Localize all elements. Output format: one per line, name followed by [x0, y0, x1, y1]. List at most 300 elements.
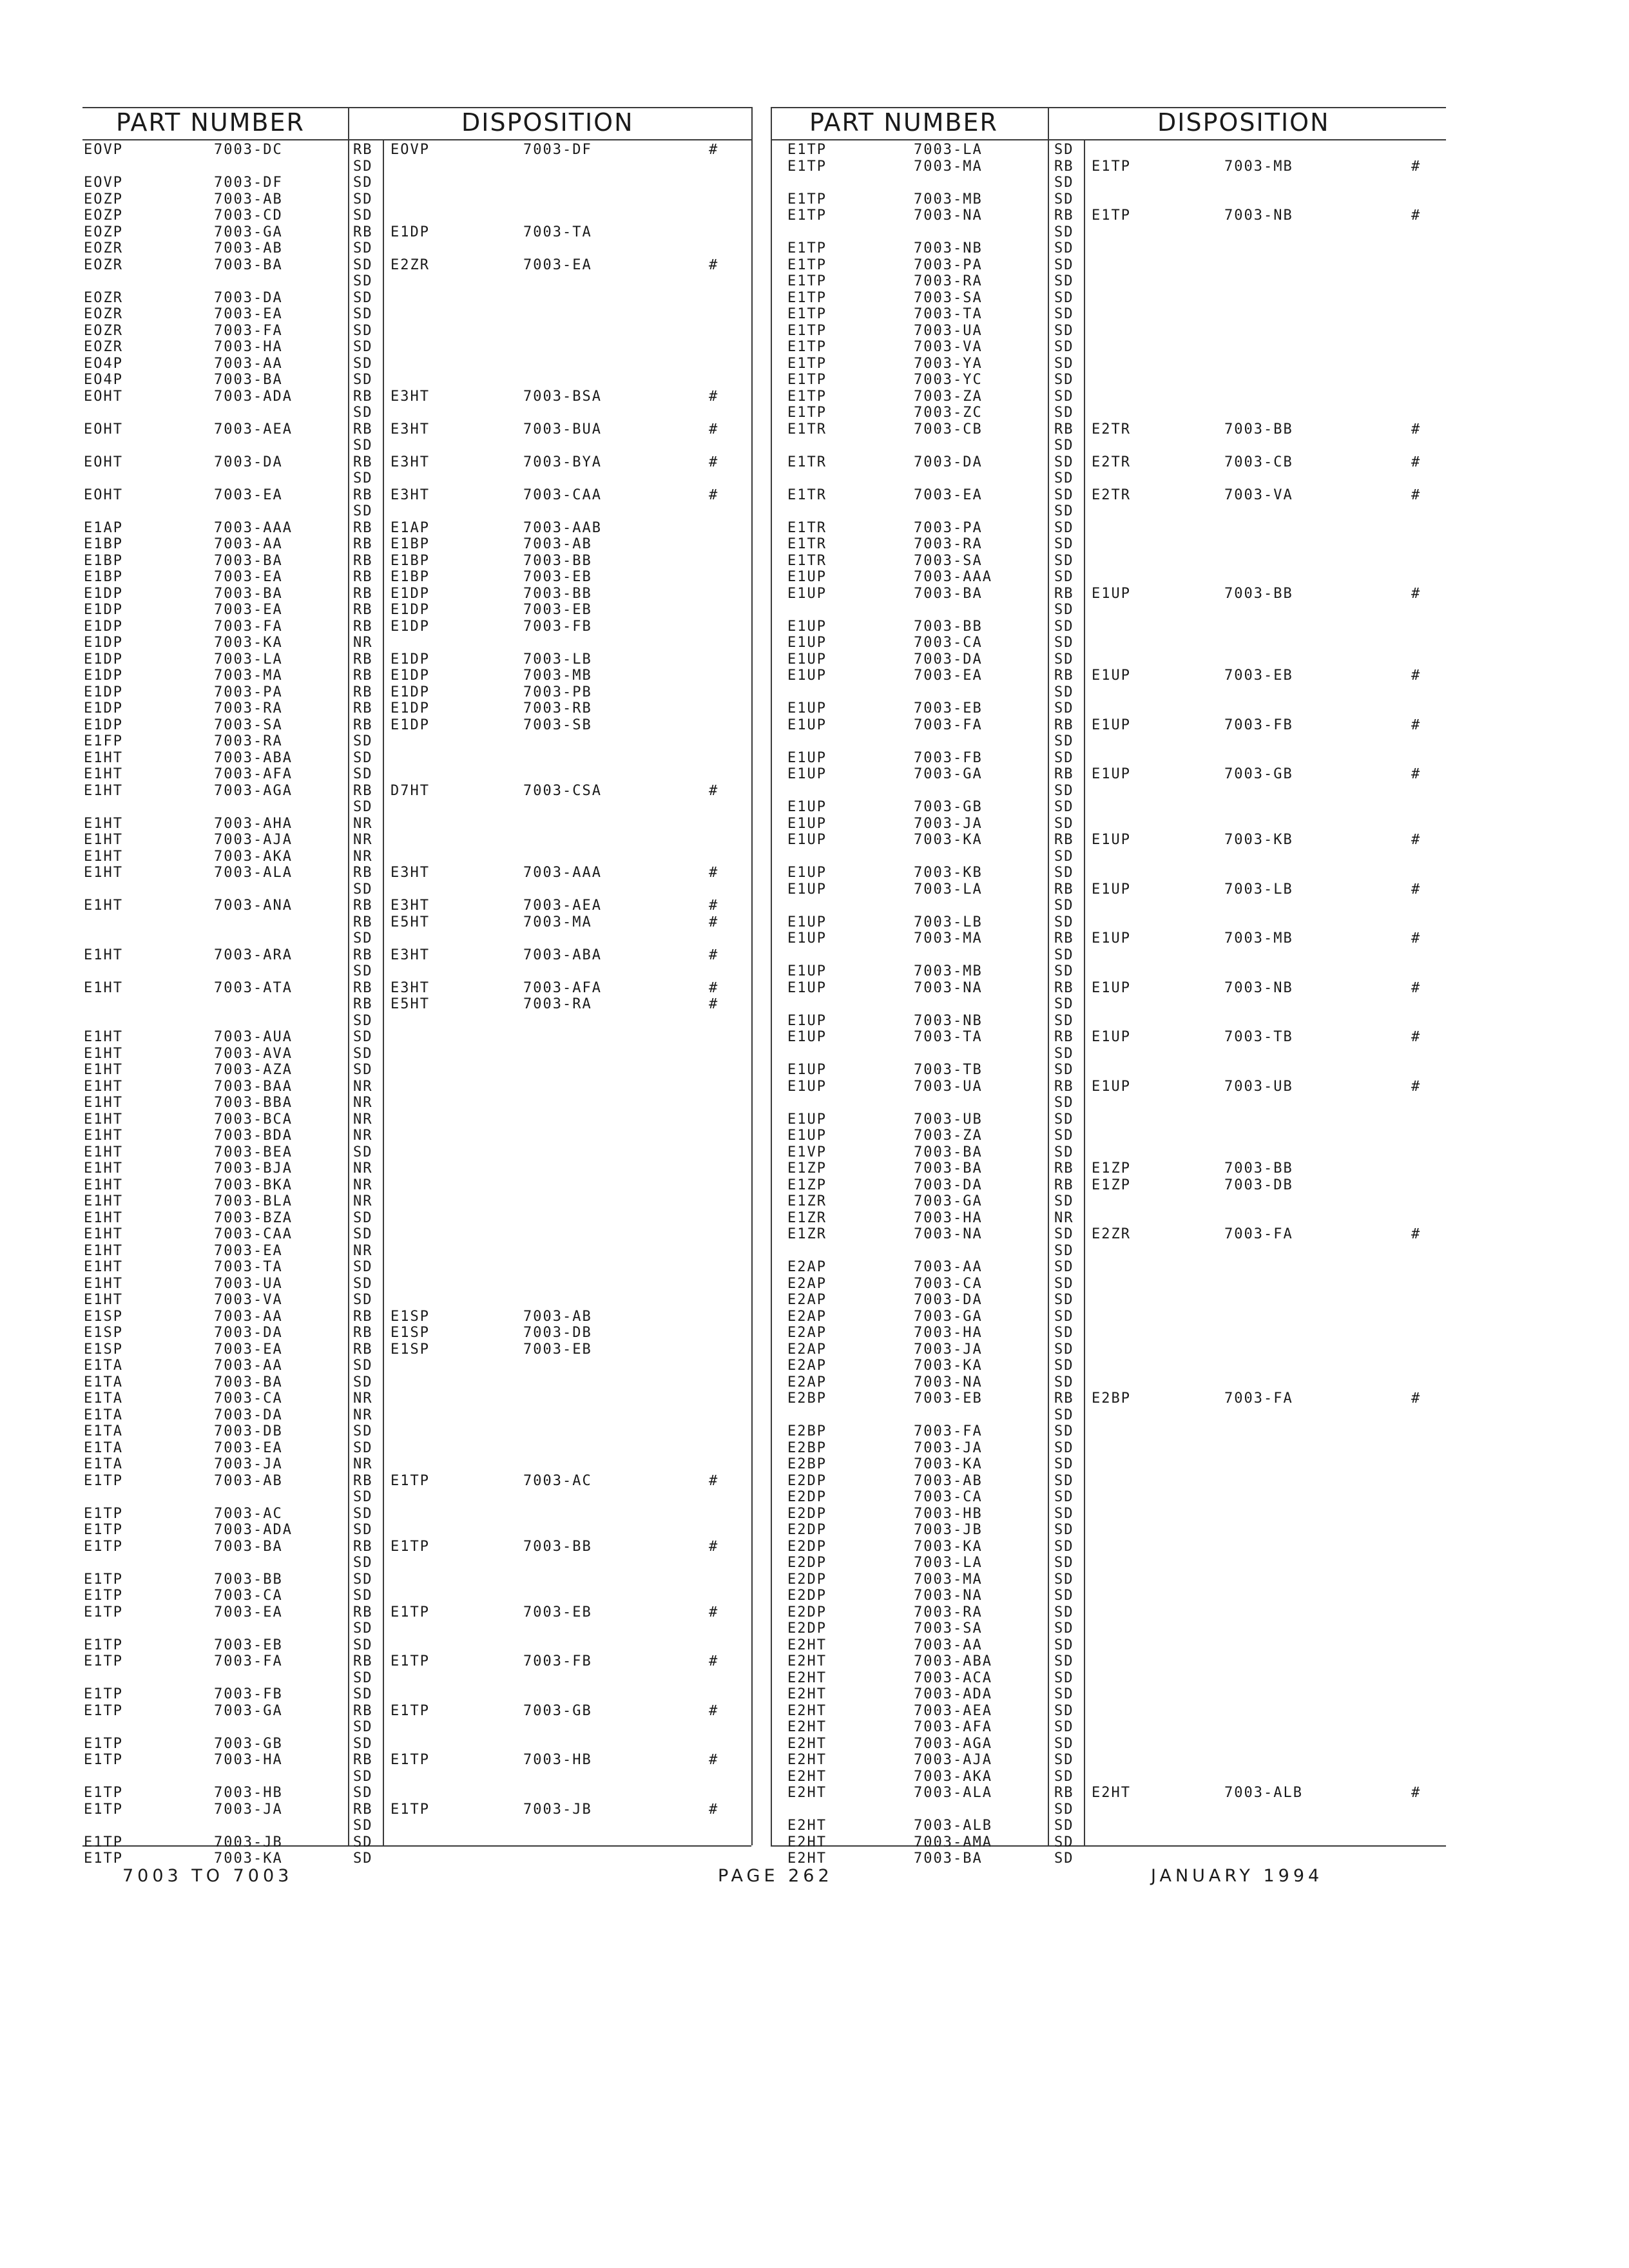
part-number: 7003-BA: [214, 372, 283, 388]
part-prefix: E2HT: [787, 1686, 827, 1702]
disposition-code: NR: [353, 1111, 373, 1128]
replacement-prefix: E1DP: [390, 716, 430, 733]
part-number: 7003-GA: [914, 1193, 983, 1209]
part-prefix: E1SP: [84, 1308, 123, 1325]
table-row: [0, 1062, 1629, 1078]
disposition-code: SD: [1054, 322, 1074, 339]
part-number: 7003-FA: [914, 716, 983, 733]
replacement-prefix: EOVP: [390, 142, 430, 158]
part-prefix: E1UP: [787, 914, 827, 930]
disposition-code: SD: [353, 470, 373, 486]
disposition-code: SD: [1054, 1801, 1074, 1818]
table-row: [0, 1489, 1629, 1505]
part-number: 7003-FB: [214, 1686, 283, 1702]
table-row: [0, 1736, 1629, 1752]
part-number: 7003-AA: [214, 355, 283, 372]
table-row: [0, 323, 1629, 339]
table-row: [0, 1292, 1629, 1308]
part-number: 7003-GA: [214, 1702, 283, 1719]
disposition-code: RB: [353, 668, 373, 684]
replacement-number: 7003-GB: [523, 1702, 592, 1719]
replacement-prefix: E5HT: [390, 996, 430, 1012]
part-number: 7003-BDA: [214, 1128, 293, 1144]
table-row: [0, 421, 1629, 437]
part-number: 7003-HA: [914, 1209, 983, 1226]
part-prefix: E1UP: [787, 1078, 827, 1095]
table-row: [0, 619, 1629, 635]
replacement-number: 7003-VA: [1224, 486, 1293, 503]
replacement-flag: #: [709, 1702, 719, 1719]
part-number: 7003-CA: [214, 1390, 283, 1407]
disposition-code: SD: [1054, 1358, 1074, 1374]
part-prefix: E2HT: [787, 1768, 827, 1785]
replacement-prefix: E3HT: [390, 865, 430, 881]
part-number: 7003-CA: [914, 635, 983, 651]
disposition-code: RB: [353, 421, 373, 437]
part-prefix: E1UP: [787, 865, 827, 881]
disposition-code: SD: [353, 1785, 373, 1801]
replacement-flag: #: [709, 454, 719, 470]
part-number: 7003-BZA: [214, 1209, 293, 1226]
disposition-code: SD: [1054, 1275, 1074, 1292]
table-row: [0, 1079, 1629, 1095]
replacement-number: 7003-NB: [1224, 979, 1293, 996]
part-number: 7003-ALA: [914, 1785, 992, 1801]
part-number: 7003-DA: [214, 289, 283, 306]
table-row: [0, 980, 1629, 996]
table-row: [0, 224, 1629, 240]
left-disposition-header: DISPOSITION: [461, 108, 634, 137]
part-prefix: E1VP: [787, 1144, 827, 1160]
disposition-code: SD: [353, 1620, 373, 1637]
table-row: [0, 733, 1629, 749]
table-row: [0, 1111, 1629, 1128]
disposition-code: SD: [353, 191, 373, 207]
table-row: [0, 651, 1629, 668]
table-row: [0, 1506, 1629, 1522]
disposition-code: SD: [1054, 486, 1074, 503]
replacement-prefix: E1UP: [1092, 1078, 1131, 1095]
part-prefix: E1TA: [84, 1358, 123, 1374]
disposition-code: RB: [353, 1752, 373, 1768]
replacement-number: 7003-HB: [523, 1752, 592, 1768]
replacement-flag: #: [709, 996, 719, 1012]
part-number: 7003-RA: [214, 733, 283, 749]
replacement-number: 7003-BB: [523, 585, 592, 602]
part-prefix: EOZP: [84, 224, 123, 240]
replacement-number: 7003-MB: [523, 668, 592, 684]
disposition-code: SD: [1054, 865, 1074, 881]
part-number: 7003-JA: [914, 1439, 983, 1456]
table-row: [0, 635, 1629, 651]
disposition-code: SD: [353, 1439, 373, 1456]
part-prefix: E2HT: [787, 1637, 827, 1653]
table-row: [0, 1818, 1629, 1834]
table-row: [0, 1029, 1629, 1045]
part-prefix: EOVP: [84, 175, 123, 191]
part-number: 7003-AFA: [214, 766, 293, 782]
part-number: 7003-ANA: [214, 898, 293, 914]
part-prefix: E1DP: [84, 684, 123, 700]
replacement-prefix: E2ZR: [390, 256, 430, 273]
table-row: [0, 1013, 1629, 1029]
disposition-code: RB: [1054, 832, 1074, 848]
disposition-code: SD: [353, 1226, 373, 1242]
part-prefix: E2HT: [787, 1785, 827, 1801]
header-rule-left: [82, 139, 751, 140]
replacement-number: 7003-FB: [523, 1653, 592, 1669]
table-row: [0, 503, 1629, 519]
disposition-code: SD: [1054, 1719, 1074, 1735]
part-number: 7003-FA: [214, 1653, 283, 1669]
disposition-code: RB: [1054, 979, 1074, 996]
table-row: [0, 405, 1629, 421]
table-row: [0, 487, 1629, 503]
disposition-code: SD: [353, 1735, 373, 1752]
part-prefix: E2HT: [787, 1735, 827, 1752]
replacement-prefix: E1UP: [1092, 881, 1131, 898]
disposition-code: SD: [1054, 1669, 1074, 1686]
disposition-code: SD: [1054, 1045, 1074, 1062]
part-number: 7003-ZA: [914, 388, 983, 405]
part-number: 7003-HB: [214, 1785, 283, 1801]
table-row: [0, 766, 1629, 782]
part-prefix: E1TP: [787, 355, 827, 372]
part-number: 7003-CA: [914, 1489, 983, 1505]
disposition-code: SD: [1054, 1407, 1074, 1423]
table-row: [0, 437, 1629, 454]
part-number: 7003-MA: [914, 1571, 983, 1588]
table-row: [0, 1046, 1629, 1062]
part-number: 7003-ADA: [914, 1686, 992, 1702]
part-prefix: EO4P: [84, 355, 123, 372]
part-number: 7003-MB: [914, 191, 983, 207]
disposition-code: RB: [353, 585, 373, 602]
disposition-code: NR: [353, 1456, 373, 1472]
disposition-code: RB: [353, 865, 373, 881]
part-prefix: E1ZR: [787, 1226, 827, 1242]
part-prefix: EOHT: [84, 454, 123, 470]
part-prefix: E1TA: [84, 1390, 123, 1407]
table-row: [0, 257, 1629, 273]
part-prefix: E1TP: [787, 306, 827, 322]
disposition-code: SD: [1054, 815, 1074, 832]
part-prefix: E1UP: [787, 700, 827, 716]
part-prefix: EO4P: [84, 372, 123, 388]
disposition-code: RB: [1054, 1177, 1074, 1193]
disposition-code: SD: [1054, 1439, 1074, 1456]
replacement-number: 7003-CSA: [523, 782, 602, 799]
replacement-prefix: E2TR: [1092, 454, 1131, 470]
part-prefix: E2AP: [787, 1374, 827, 1390]
disposition-code: SD: [1054, 1834, 1074, 1850]
part-number: 7003-LA: [914, 881, 983, 898]
table-row: [0, 881, 1629, 898]
disposition-code: NR: [353, 1095, 373, 1111]
part-prefix: E1TP: [84, 1850, 123, 1867]
part-prefix: E1BP: [84, 552, 123, 569]
disposition-code: NR: [1054, 1209, 1074, 1226]
part-number: 7003-EA: [914, 486, 983, 503]
replacement-flag: #: [1411, 766, 1422, 782]
replacement-number: 7003-FB: [523, 618, 592, 635]
part-prefix: E1UP: [787, 651, 827, 668]
disposition-code: SD: [353, 273, 373, 289]
disposition-code: SD: [353, 1062, 373, 1078]
replacement-prefix: E1TP: [390, 1472, 430, 1489]
part-prefix: E1TP: [787, 256, 827, 273]
part-number: 7003-RA: [914, 536, 983, 552]
disposition-code: RB: [1054, 1078, 1074, 1095]
table-row: [0, 520, 1629, 536]
disposition-code: SD: [1054, 273, 1074, 289]
replacement-flag: #: [709, 914, 719, 930]
disposition-code: SD: [1054, 1292, 1074, 1308]
disposition-code: SD: [353, 1012, 373, 1029]
part-number: 7003-AJA: [914, 1752, 992, 1768]
table-row: [0, 1604, 1629, 1620]
part-number: 7003-BA: [914, 1144, 983, 1160]
part-number: 7003-GA: [914, 766, 983, 782]
disposition-code: RB: [353, 602, 373, 618]
replacement-number: 7003-EB: [523, 1341, 592, 1358]
table-row: [0, 1653, 1629, 1669]
part-number: 7003-MA: [914, 158, 983, 175]
replacement-flag: #: [709, 1801, 719, 1818]
part-number: 7003-ACA: [914, 1669, 992, 1686]
disposition-code: RB: [353, 979, 373, 996]
part-number: 7003-DA: [914, 651, 983, 668]
disposition-code: SD: [1054, 1242, 1074, 1259]
part-number: 7003-MB: [914, 963, 983, 979]
table-row: [0, 1522, 1629, 1538]
table-row: [0, 339, 1629, 355]
disposition-code: SD: [1054, 1095, 1074, 1111]
part-number: 7003-SA: [914, 552, 983, 569]
replacement-number: 7003-MB: [1224, 930, 1293, 947]
replacement-flag: #: [1411, 832, 1422, 848]
replacement-flag: #: [1411, 454, 1422, 470]
replacement-number: 7003-BB: [523, 552, 592, 569]
replacement-number: 7003-TB: [1224, 1029, 1293, 1045]
disposition-code: SD: [1054, 1850, 1074, 1867]
table-row: [0, 1473, 1629, 1489]
disposition-code: SD: [1054, 569, 1074, 585]
disposition-code: SD: [353, 749, 373, 766]
part-number: 7003-PA: [914, 519, 983, 536]
part-number: 7003-VA: [214, 1292, 283, 1308]
part-prefix: E1TP: [787, 273, 827, 289]
part-prefix: E1TP: [787, 289, 827, 306]
replacement-flag: #: [1411, 1078, 1422, 1095]
disposition-code: RB: [353, 1604, 373, 1620]
part-prefix: E1TP: [84, 1785, 123, 1801]
disposition-code: SD: [1054, 372, 1074, 388]
part-number: 7003-ALB: [914, 1818, 992, 1834]
replacement-number: 7003-EA: [523, 256, 592, 273]
part-number: 7003-AA: [914, 1637, 983, 1653]
disposition-code: SD: [1054, 240, 1074, 256]
disposition-code: SD: [1054, 1571, 1074, 1588]
part-prefix: E1TA: [84, 1456, 123, 1472]
disposition-code: RB: [353, 947, 373, 963]
part-prefix: E2AP: [787, 1341, 827, 1358]
part-prefix: E1TA: [84, 1407, 123, 1423]
part-prefix: E2BP: [787, 1423, 827, 1439]
part-number: 7003-YC: [914, 372, 983, 388]
part-prefix: E1HT: [84, 749, 123, 766]
part-number: 7003-BB: [214, 1571, 283, 1588]
disposition-code: SD: [1054, 651, 1074, 668]
disposition-code: SD: [1054, 1456, 1074, 1472]
disposition-code: SD: [1054, 1111, 1074, 1128]
replacement-prefix: E1DP: [390, 700, 430, 716]
replacement-flag: #: [709, 865, 719, 881]
part-number: 7003-LA: [914, 142, 983, 158]
replacement-number: 7003-ALB: [1224, 1785, 1303, 1801]
disposition-code: SD: [353, 175, 373, 191]
part-number: 7003-AA: [214, 536, 283, 552]
part-number: 7003-AFA: [914, 1719, 992, 1735]
disposition-code: SD: [1054, 700, 1074, 716]
replacement-prefix: E2BP: [1092, 1390, 1131, 1407]
part-prefix: E1HT: [84, 1226, 123, 1242]
replacement-flag: #: [1411, 158, 1422, 175]
replacement-prefix: E1TP: [390, 1702, 430, 1719]
table-row: [0, 1095, 1629, 1111]
table-row: [0, 684, 1629, 700]
part-number: 7003-BA: [914, 1160, 983, 1177]
part-prefix: E1TR: [787, 519, 827, 536]
footer-range: 7003 TO 7003: [122, 1866, 293, 1886]
replacement-prefix: E2HT: [1092, 1785, 1131, 1801]
disposition-code: RB: [1054, 1390, 1074, 1407]
disposition-code: SD: [353, 1505, 373, 1522]
disposition-code: RB: [353, 716, 373, 733]
replacement-number: 7003-AC: [523, 1472, 592, 1489]
replacement-prefix: E3HT: [390, 979, 430, 996]
disposition-code: NR: [353, 832, 373, 848]
part-number: 7003-EB: [914, 1390, 983, 1407]
table-row: [0, 1210, 1629, 1226]
part-number: 7003-ATA: [214, 979, 293, 996]
disposition-code: SD: [353, 1489, 373, 1505]
part-prefix: E1TP: [84, 1702, 123, 1719]
part-number: 7003-LA: [214, 651, 283, 668]
part-prefix: E2HT: [787, 1719, 827, 1735]
replacement-flag: #: [709, 388, 719, 405]
part-number: 7003-KA: [214, 635, 283, 651]
part-number: 7003-GB: [214, 1735, 283, 1752]
replacement-prefix: E1DP: [390, 651, 430, 668]
replacement-prefix: E1UP: [1092, 979, 1131, 996]
part-number: 7003-EA: [214, 569, 283, 585]
table-row: [0, 207, 1629, 224]
replacement-prefix: D7HT: [390, 782, 430, 799]
part-prefix: E1UP: [787, 799, 827, 815]
disposition-code: SD: [353, 1522, 373, 1538]
disposition-code: SD: [353, 322, 373, 339]
disposition-code: SD: [353, 1669, 373, 1686]
table-row: [0, 700, 1629, 716]
part-prefix: E1TP: [84, 1472, 123, 1489]
disposition-code: SD: [353, 799, 373, 815]
part-number: 7003-ZA: [914, 1128, 983, 1144]
part-prefix: E2DP: [787, 1571, 827, 1588]
part-prefix: E1TP: [787, 405, 827, 421]
part-number: 7003-EA: [914, 668, 983, 684]
replacement-flag: #: [709, 898, 719, 914]
replacement-number: 7003-BB: [523, 1538, 592, 1555]
replacement-prefix: E1DP: [390, 224, 430, 240]
disposition-code: SD: [353, 930, 373, 947]
part-prefix: E1TR: [787, 421, 827, 437]
part-prefix: E1HT: [84, 1275, 123, 1292]
disposition-code: SD: [1054, 1259, 1074, 1275]
part-prefix: E2AP: [787, 1358, 827, 1374]
table-row: [0, 1423, 1629, 1439]
part-number: 7003-RA: [914, 273, 983, 289]
replacement-number: 7003-MA: [523, 914, 592, 930]
part-prefix: E1HT: [84, 1029, 123, 1045]
table-row: [0, 1637, 1629, 1653]
disposition-code: RB: [1054, 1160, 1074, 1177]
part-number: 7003-JB: [214, 1834, 283, 1850]
part-number: 7003-JA: [914, 1341, 983, 1358]
part-prefix: EOZP: [84, 191, 123, 207]
part-number: 7003-CA: [214, 1588, 283, 1604]
part-number: 7003-DB: [214, 1423, 283, 1439]
table-row: [0, 816, 1629, 832]
part-prefix: E1HT: [84, 1062, 123, 1078]
disposition-code: SD: [353, 1768, 373, 1785]
replacement-number: 7003-DB: [1224, 1177, 1293, 1193]
disposition-code: RB: [353, 1308, 373, 1325]
part-number: 7003-CD: [214, 207, 283, 224]
replacement-prefix: E1SP: [390, 1325, 430, 1341]
disposition-code: RB: [1054, 158, 1074, 175]
replacement-prefix: E1BP: [390, 536, 430, 552]
replacement-number: 7003-NB: [1224, 207, 1293, 224]
part-number: 7003-KA: [914, 1456, 983, 1472]
part-prefix: E1TP: [84, 1522, 123, 1538]
part-prefix: E1HT: [84, 1193, 123, 1209]
disposition-code: SD: [1054, 1012, 1074, 1029]
part-prefix: E1TP: [787, 142, 827, 158]
disposition-code: RB: [353, 388, 373, 405]
disposition-code: SD: [1054, 1555, 1074, 1571]
part-number: 7003-AAA: [214, 519, 293, 536]
replacement-number: 7003-DF: [523, 142, 592, 158]
disposition-code: NR: [353, 1078, 373, 1095]
disposition-code: SD: [1054, 175, 1074, 191]
part-number: 7003-UB: [914, 1111, 983, 1128]
table-row: [0, 717, 1629, 733]
replacement-number: 7003-BB: [1224, 1160, 1293, 1177]
part-prefix: EOZR: [84, 322, 123, 339]
part-number: 7003-CAA: [214, 1226, 293, 1242]
part-prefix: E2DP: [787, 1522, 827, 1538]
disposition-code: SD: [1054, 733, 1074, 749]
replacement-number: 7003-BB: [1224, 421, 1293, 437]
disposition-code: SD: [1054, 339, 1074, 355]
replacement-flag: #: [1411, 1785, 1422, 1801]
part-number: 7003-KA: [914, 832, 983, 848]
part-number: 7003-EA: [214, 1604, 283, 1620]
replacement-prefix: E2TR: [1092, 421, 1131, 437]
disposition-code: RB: [353, 1325, 373, 1341]
disposition-code: SD: [353, 158, 373, 175]
